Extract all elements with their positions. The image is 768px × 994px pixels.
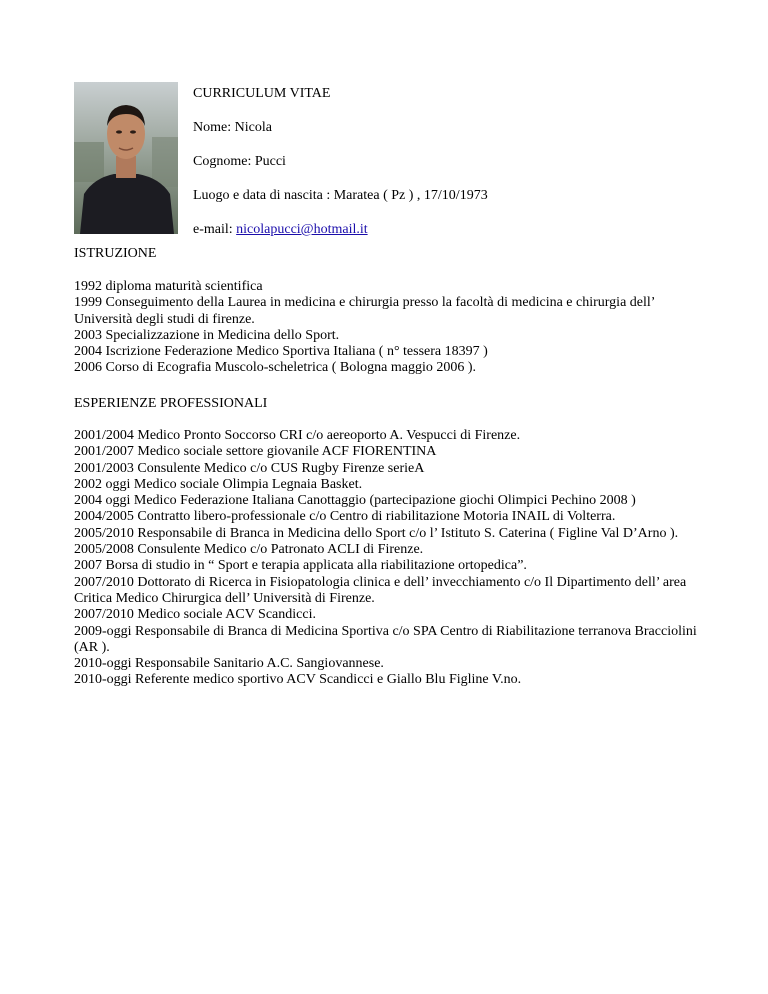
list-item: 2001/2007 Medico sociale settore giovanile ACF FIORENTINA bbox=[74, 444, 437, 460]
list-item: 2001/2004 Medico Pronto Soccorso CRI c/o aereoporto A. Vespucci di Firenze. bbox=[74, 428, 521, 443]
email-label: e-mail: bbox=[193, 222, 237, 237]
list-item: 2007 Borsa di studio in “ Sport e terapia applicata alla riabilitazione ortopedica”. bbox=[74, 558, 527, 574]
istruzione-heading: ISTRUZIONE bbox=[74, 246, 157, 261]
list-item: 2002 oggi Medico sociale Olimpia Legnaia Basket. bbox=[74, 476, 363, 492]
surname-line: Cognome: Pucci bbox=[193, 154, 286, 169]
list-item: 2004 Iscrizione Federazione Medico Sportiva Italiana ( n° tessera 18397 ) bbox=[74, 344, 488, 360]
list-item: 2004 oggi Medico Federazione Italiana Canottaggio (partecipazione giochi Olimpici Pechino 2008 ) bbox=[74, 493, 636, 509]
list-item: 1999 Conseguimento della Laurea in medicina e chirurgia presso la facoltà di medicina e chirurgia dell’ Università degli studi di firenze. bbox=[74, 295, 655, 327]
list-item: 2003 Specializzazione in Medicina dello Sport. bbox=[74, 327, 340, 343]
list-item: 2007/2010 Medico sociale ACV Scandicci. bbox=[74, 607, 316, 623]
istruzione-list bbox=[74, 279, 714, 377]
profile-photo bbox=[74, 82, 178, 234]
list-item: 2007/2010 Dottorato di Ricerca in Fisiopatologia clinica e dell’ invecchiamento c/o Il Dipartimento dell’ area Critica Medico Chirurgica dell’ Università di Firenze. bbox=[74, 574, 687, 606]
list-item: 1992 diploma maturità scientifica bbox=[74, 279, 263, 294]
list-item: 2005/2008 Consulente Medico c/o Patronato ACLI di Firenze. bbox=[74, 542, 424, 558]
list-item: 2010-oggi Referente medico sportivo ACV Scandicci e Giallo Blu Figline V.no. bbox=[74, 672, 522, 688]
list-item: 2004/2005 Contratto libero-professionale c/o Centro di riabilitazione Motoria INAIL di Volterra. bbox=[74, 509, 616, 525]
birth-line: Luogo e data di nascita : Maratea ( Pz ) , 17/10/1973 bbox=[193, 188, 488, 203]
esperienze-list bbox=[74, 428, 714, 689]
email-link[interactable]: nicolapucci@hotmail.it bbox=[236, 222, 368, 237]
list-item: 2006 Corso di Ecografia Muscolo-scheletrica ( Bologna maggio 2006 ). bbox=[74, 360, 477, 376]
name-line: Nome: Nicola bbox=[193, 120, 272, 135]
cv-title: CURRICULUM VITAE bbox=[193, 86, 331, 101]
header-block bbox=[193, 86, 713, 256]
list-item: 2010-oggi Responsabile Sanitario A.C. Sangiovannese. bbox=[74, 656, 384, 672]
email-line bbox=[193, 222, 713, 238]
list-item: 2001/2003 Consulente Medico c/o CUS Rugby Firenze serieA bbox=[74, 460, 425, 476]
list-item: 2009-oggi Responsabile di Branca di Medicina Sportiva c/o SPA Centro di Riabilitazione terranova Bracciolini (AR ). bbox=[74, 623, 697, 655]
list-item: 2005/2010 Responsabile di Branca in Medicina dello Sport c/o l’ Istituto S. Caterina ( Figline Val D’Arno ). bbox=[74, 525, 679, 541]
esperienze-heading: ESPERIENZE PROFESSIONALI bbox=[74, 396, 268, 411]
